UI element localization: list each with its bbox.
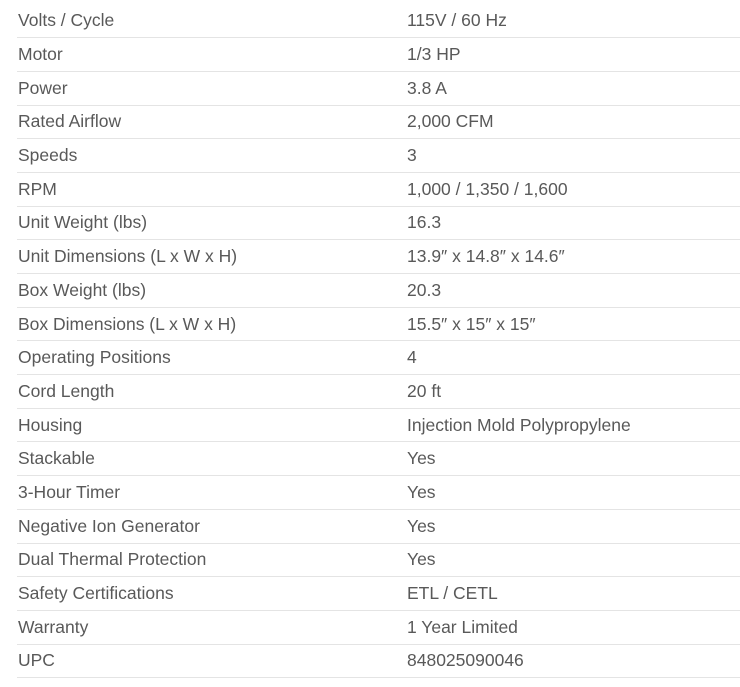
spec-label: Motor: [18, 44, 63, 65]
spec-value: 2,000 CFM: [407, 111, 494, 132]
spec-row-housing: [17, 408, 740, 442]
spec-value: 13.9″ x 14.8″ x 14.6″: [407, 246, 565, 267]
spec-row-stackable: [17, 442, 740, 476]
spec-label: Volts / Cycle: [18, 10, 115, 31]
spec-row-power: [17, 71, 740, 105]
spec-label: Unit Dimensions (L x W x H): [18, 246, 238, 267]
spec-value: 115V / 60 Hz: [407, 10, 507, 31]
spec-label: Warranty: [18, 616, 89, 637]
spec-row-box-weight: [17, 274, 740, 308]
spec-value: 1 Year Limited: [407, 616, 518, 637]
spec-row-motor: [17, 38, 740, 72]
spec-label: Cord Length: [18, 380, 115, 401]
spec-value: Yes: [407, 515, 436, 536]
spec-row-rated-airflow: [17, 105, 740, 139]
spec-value: 1/3 HP: [407, 44, 461, 65]
spec-value: 3: [407, 145, 417, 166]
spec-value: 20.3: [407, 279, 442, 300]
spec-value: 16.3: [407, 212, 442, 233]
spec-row-rpm: [17, 172, 740, 206]
spec-value: 848025090046: [407, 650, 524, 671]
spec-value: 4: [407, 347, 417, 368]
spec-label: UPC: [18, 650, 55, 671]
spec-value: 20 ft: [407, 380, 442, 401]
spec-row-safety-certifications: [17, 577, 740, 611]
spec-value: Injection Mold Polypropylene: [407, 414, 631, 435]
spec-label: Speeds: [18, 145, 78, 166]
spec-row-speeds: [17, 139, 740, 173]
spec-row-unit-dimensions: [17, 240, 740, 274]
spec-value: 3.8 A: [407, 77, 447, 98]
spec-value: Yes: [407, 481, 436, 502]
spec-row-negative-ion-generator: [17, 509, 740, 543]
spec-label: Dual Thermal Protection: [18, 549, 207, 570]
spec-value: 1,000 / 1,350 / 1,600: [407, 178, 568, 199]
spec-label: 3-Hour Timer: [18, 481, 121, 502]
spec-label: Operating Positions: [18, 347, 171, 368]
spec-row-timer: [17, 476, 740, 510]
spec-label: Negative Ion Generator: [18, 515, 200, 536]
spec-value: Yes: [407, 448, 436, 469]
spec-row-box-dimensions: [17, 307, 740, 341]
spec-label: Housing: [18, 414, 83, 435]
spec-row-warranty: [17, 610, 740, 644]
spec-label: Stackable: [18, 448, 95, 469]
specifications-table: [17, 4, 740, 678]
spec-value: ETL / CETL: [407, 583, 498, 604]
spec-row-dual-thermal-protection: [17, 543, 740, 577]
spec-label: Box Dimensions (L x W x H): [18, 313, 237, 334]
spec-label: Power: [18, 77, 68, 98]
spec-row-volts-cycle: [17, 4, 740, 38]
spec-label: Rated Airflow: [18, 111, 122, 132]
spec-row-operating-positions: [17, 341, 740, 375]
spec-label: Safety Certifications: [18, 583, 174, 604]
spec-value: 15.5″ x 15″ x 15″: [407, 313, 536, 334]
spec-label: Box Weight (lbs): [18, 279, 147, 300]
spec-label: Unit Weight (lbs): [18, 212, 148, 233]
spec-row-cord-length: [17, 375, 740, 409]
spec-row-unit-weight: [17, 206, 740, 240]
spec-row-upc: [17, 644, 740, 678]
spec-value: Yes: [407, 549, 436, 570]
spec-label: RPM: [18, 178, 57, 199]
